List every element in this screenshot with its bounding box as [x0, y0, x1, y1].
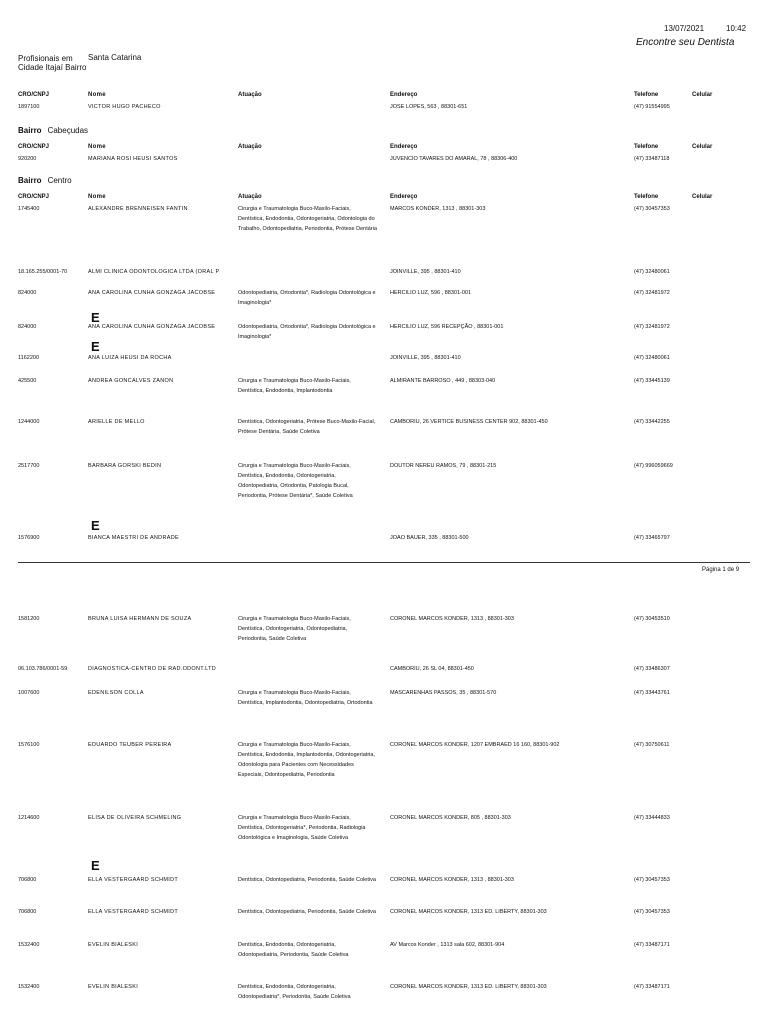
cro-cell: 1576100: [18, 742, 40, 748]
name-cell: EDENILSON COLLA: [88, 690, 144, 696]
address-cell: MASCARENHAS PASSOS, 35 , 88301-570: [390, 690, 497, 696]
cro-cell: 1214600: [18, 815, 40, 821]
name-cell: EVELIN BIALESKI: [88, 984, 139, 990]
column-header-atuacao: Atuação: [238, 144, 262, 150]
report-time: 10:42: [726, 24, 747, 33]
phone-cell: (47) 33486307: [634, 666, 670, 672]
name-cell: BARBARA GORSKI BEDIN: [88, 463, 162, 469]
cro-cell: 1581200: [18, 616, 40, 622]
cro-cell: 1576900: [18, 535, 40, 541]
phone-cell: (47) 30457353: [634, 877, 670, 883]
phone-cell: (47) 30457353: [634, 909, 670, 915]
atuacao-cell: Cirurgia e Traumatologia Buco-Maxilo-Faciais, Dentística, Endodontia, Implantodontia: [238, 378, 351, 394]
phone-cell: (47) 33443761: [634, 690, 670, 696]
phone-cell: (47) 33465797: [634, 535, 670, 541]
address-cell: CORONEL MARCOS KONDER, 1207 EMBRAED 16 160, 88301-902: [390, 742, 560, 748]
phone-cell: (47) 33444833: [634, 815, 670, 821]
cro-cell: 2517700: [18, 463, 40, 469]
atuacao-cell: Cirurgia e Traumatologia Buco-Maxilo-Faciais, Dentística, Endodontia, Implantodontia, Odontogeriatria, Odontologia para Pacientes com Necessidades Especiais, Odontopediatria, Periodontia: [238, 742, 375, 778]
column-header-cro: CRO/CNPJ: [18, 144, 50, 150]
name-cell: ANA CAROLINA CUNHA GONZAGA JACOBSE: [88, 290, 216, 296]
column-header-endereco: Endereço: [390, 144, 418, 150]
name-cell: ANA LUIZA HEUSI DA ROCHA: [88, 355, 172, 361]
phone-cell: (47) 30750611: [634, 742, 670, 748]
name-cell: ALMI CLINICA ODONTOLOGICA LTDA (ORAL P: [88, 269, 220, 275]
atuacao-cell: Dentística, Endodontia, Odontogeriatria, Odontopediatria*, Periodontia, Saúde Coletiva: [238, 984, 351, 1000]
marker-glyph: E: [91, 339, 100, 354]
phone-cell: (47) 30457353: [634, 206, 670, 212]
cro-cell: 1162200: [18, 355, 40, 361]
address-cell: JOAO BAUER, 335 , 88301-500: [390, 535, 469, 541]
phone-cell: (47) 91554995: [634, 104, 670, 110]
phone-cell: (47) 32480061: [634, 355, 670, 361]
address-cell: CORONEL MARCOS KONDER, 1313 , 88301-303: [390, 616, 514, 622]
professionals-city-label: Profisionais em Cidade Itajaí Bairro: [18, 54, 87, 72]
cro-cell: 824000: [18, 324, 37, 330]
address-cell: CORONEL MARCOS KONDER, 1313 ED. LIBERTY, 88301-303: [390, 909, 547, 915]
column-header-endereco: Endereço: [390, 92, 418, 98]
address-cell: HERCILIO LUZ, 596 , 88301-001: [390, 290, 472, 296]
atuacao-cell: Cirurgia e Traumatologia Buco-Maxilo-Faciais, Dentística, Endodontia, Odontogeriatria, Odontologia do Trabalho, Odontopediatria, Periodontia, Prótese Dentária: [238, 206, 377, 232]
phone-cell: (47) 33487118: [634, 156, 670, 162]
bairro-label-centro: Bairro Centro: [18, 176, 72, 185]
atuacao-cell: Cirurgia e Traumatologia Buco-Maxilo-Faciais, Dentística, Endodontia, Odontogeriatria, Odontopediatria, Ortodontia, Patologia Bucal, Periodontia, Prótese Dentária*, Saúde Coletiva: [238, 463, 353, 499]
atuacao-cell: Cirurgia e Traumatologia Buco-Maxilo-Faciais, Dentística, Odontogeriatria*, Periodontia, Radiologia Odontológica e Imaginologia, Saúde Coletiva: [238, 815, 366, 841]
name-cell: BRUNA LUISA HERMANN DE SOUZA: [88, 616, 192, 622]
address-cell: JOINVILLE, 395 , 88301-410: [390, 269, 461, 275]
address-cell: CORONEL MARCOS KONDER, 805 , 88301-303: [390, 815, 511, 821]
atuacao-cell: Dentística, Odontopediatria, Periodontia, Saúde Coletiva: [238, 909, 376, 915]
address-cell: DOUTOR NEREU RAMOS, 79 , 88301-215: [390, 463, 497, 469]
address-cell: AV Marcos Konder , 1313 sala 602, 88301-904: [390, 942, 505, 948]
column-header-celular: Celular: [692, 144, 713, 150]
cro-cell: 1745400: [18, 206, 40, 212]
column-header-atuacao: Atuação: [238, 92, 262, 98]
address-cell: JUVENCIO TAVARES DO AMARAL, 78 , 88306-400: [390, 156, 518, 162]
column-header-celular: Celular: [692, 194, 713, 200]
atuacao-cell: Cirurgia e Traumatologia Buco-Maxilo-Faciais, Dentística, Implantodontia, Odontopediatria, Ortodontia: [238, 690, 373, 706]
marker-glyph: E: [91, 518, 100, 533]
name-cell: ELISA DE OLIVEIRA SCHMELING: [88, 815, 182, 821]
phone-cell: (47) 33445139: [634, 378, 670, 384]
column-header-cro: CRO/CNPJ: [18, 194, 50, 200]
address-cell: CAMBORIU, 26 VERTICE BUSINESS CENTER 902, 88301-450: [390, 419, 548, 425]
name-cell: DIAGNOSTICA-CENTRO DE RAD.ODONT.LTD: [88, 666, 217, 672]
address-cell: ALMIRANTE BARROSO , 449 , 88303-040: [390, 378, 496, 384]
address-cell: CORONEL MARCOS KONDER, 1313 , 88301-303: [390, 877, 514, 883]
cro-cell: 920200: [18, 156, 37, 162]
cro-cell: 425500: [18, 378, 37, 384]
atuacao-cell: Odontopediatria, Ortodontia*, Radiologia Odontológica e Imaginologia*: [238, 290, 376, 306]
phone-cell: (47) 996059669: [634, 463, 673, 469]
name-cell: ELLA VESTERGAARD SCHMIDT: [88, 877, 179, 883]
phone-cell: (47) 33487171: [634, 984, 670, 990]
name-cell: ARIELLE DE MELLO: [88, 419, 145, 425]
cro-cell: 18.165.255/0001-70: [18, 269, 68, 275]
brand-title: Encontre seu Dentista: [636, 37, 735, 48]
phone-cell: (47) 32481972: [634, 290, 670, 296]
address-cell: MARCOS KONDER, 1313 , 88301-303: [390, 206, 486, 212]
cro-cell: 1897100: [18, 104, 40, 110]
column-header-nome: Nome: [88, 144, 106, 150]
atuacao-cell: Dentística, Odontogeriatria, Prótese Buco-Maxilo-Facial, Prótese Dentária, Saúde Coletiva: [238, 419, 376, 435]
address-cell: CAMBORIU, 26 SL 04, 88301-450: [390, 666, 474, 672]
phone-cell: (47) 32481972: [634, 324, 670, 330]
atuacao-cell: Dentística, Odontopediatria, Periodontia, Saúde Coletiva: [238, 877, 376, 883]
cro-cell: 1244000: [18, 419, 40, 425]
column-header-endereco: Endereço: [390, 194, 418, 200]
cro-cell: 1532400: [18, 942, 40, 948]
column-header-telefone: Telefone: [634, 194, 659, 200]
cro-cell: 824000: [18, 290, 37, 296]
phone-cell: (47) 30453510: [634, 616, 670, 622]
cro-cell: 06.103.786/0001-59: [18, 666, 68, 672]
marker-glyph: E: [91, 310, 100, 325]
name-cell: ANDREA GONCALVES ZANON: [88, 378, 174, 384]
cro-cell: 706800: [18, 909, 37, 915]
address-cell: CORONEL MARCOS KONDER, 1313 ED. LIBERTY, 88301-303: [390, 984, 547, 990]
column-header-telefone: Telefone: [634, 144, 659, 150]
address-cell: JOSE LOPES, 563 , 88301-651: [390, 104, 468, 110]
cro-cell: 1007600: [18, 690, 40, 696]
address-cell: JOINVILLE, 395 , 88301-410: [390, 355, 461, 361]
phone-cell: (47) 33487171: [634, 942, 670, 948]
page-number: Página 1 de 9: [702, 567, 740, 573]
report-date: 13/07/2021: [664, 24, 705, 33]
bairro-label-cabecudas: Bairro Cabeçudas: [18, 126, 89, 135]
atuacao-cell: Odontopediatria, Ortodontia*, Radiologia Odontológica e Imaginologia*: [238, 324, 376, 340]
column-header-celular: Celular: [692, 92, 713, 98]
column-header-telefone: Telefone: [634, 92, 659, 98]
name-cell: EVELIN BIALESKI: [88, 942, 139, 948]
column-header-atuacao: Atuação: [238, 194, 262, 200]
name-cell: VICTOR HUGO PACHECO: [88, 104, 161, 110]
name-cell: EDUARDO TEUBER PEREIRA: [88, 742, 172, 748]
name-cell: BIANCA MAESTRI DE ANDRADE: [88, 535, 179, 541]
cro-cell: 706800: [18, 877, 37, 883]
name-cell: MARIANA ROSI HEUSI SANTOS: [88, 156, 178, 162]
address-cell: HERCILIO LUZ, 596 RECEPÇÃO , 88301-001: [390, 324, 504, 330]
phone-cell: (47) 32480061: [634, 269, 670, 275]
phone-cell: (47) 33442255: [634, 419, 670, 425]
page-divider: [18, 562, 750, 563]
state-name: Santa Catarina: [88, 53, 142, 62]
column-header-cro: CRO/CNPJ: [18, 92, 50, 98]
atuacao-cell: Cirurgia e Traumatologia Buco-Maxilo-Faciais, Dentística, Odontogeriatria, Odontopediatria, Periodontia, Saúde Coletiva: [238, 616, 351, 642]
marker-glyph: E: [91, 858, 100, 873]
name-cell: ANA CAROLINA CUNHA GONZAGA JACOBSE: [88, 324, 216, 330]
name-cell: ALEXANDRE BRENNEISEN FANTIN: [88, 206, 188, 212]
column-header-nome: Nome: [88, 92, 106, 98]
column-header-nome: Nome: [88, 194, 106, 200]
name-cell: ELLA VESTERGAARD SCHMIDT: [88, 909, 179, 915]
cro-cell: 1532400: [18, 984, 40, 990]
atuacao-cell: Dentística, Endodontia, Odontogeriatria, Odontopediatria, Periodontia, Saúde Coletiva: [238, 942, 349, 958]
